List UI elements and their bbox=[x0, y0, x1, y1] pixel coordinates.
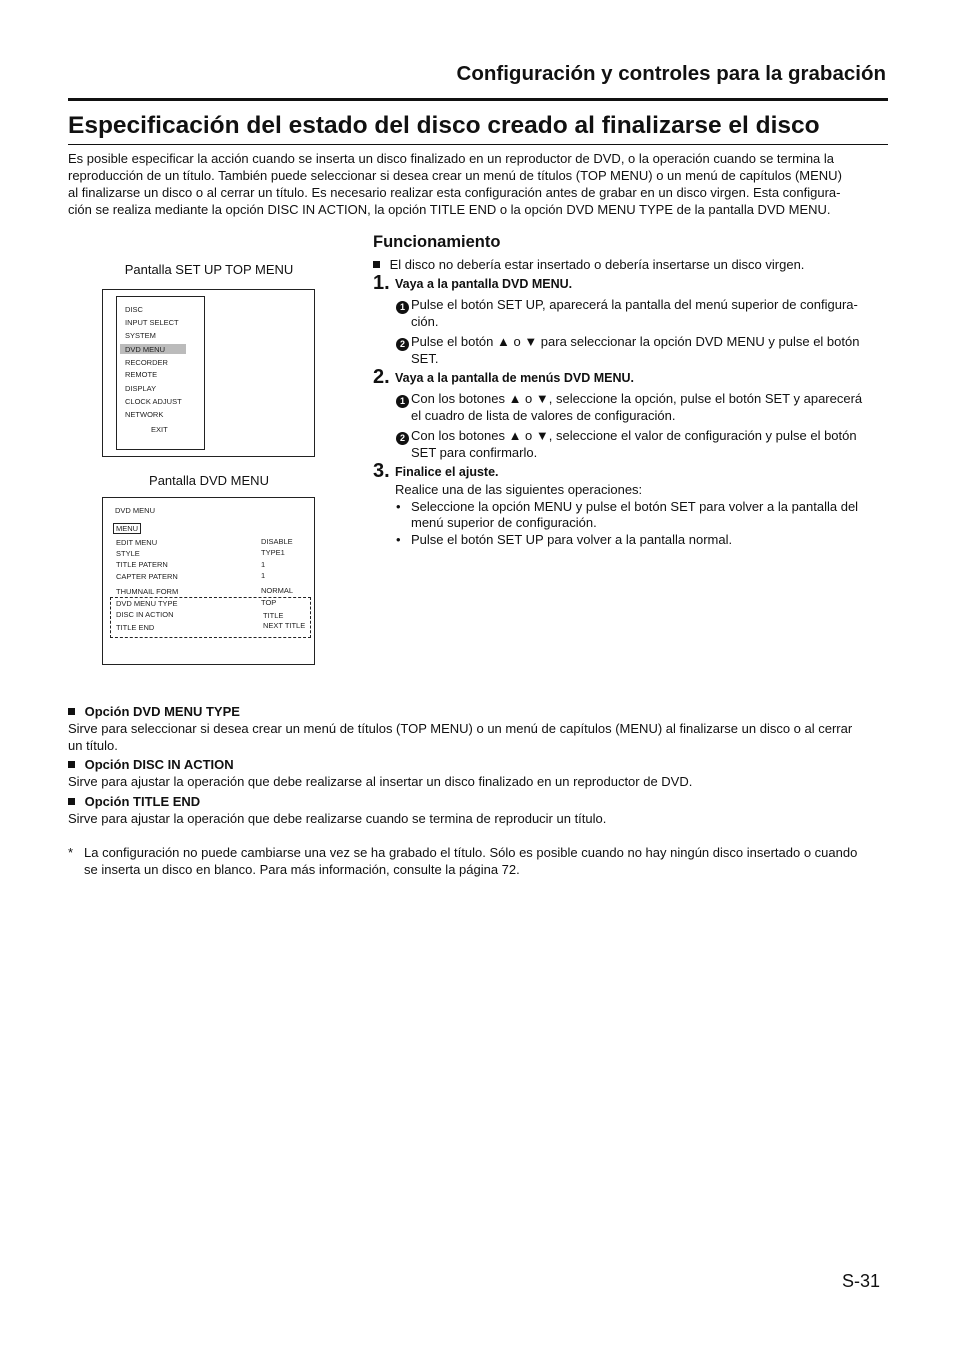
step3-bullet1-line: Seleccione la opción MENU y pulse el botón SET para volver a la pantalla del bbox=[411, 499, 859, 514]
option-title-end-title bbox=[68, 793, 200, 810]
intro-paragraph bbox=[68, 150, 886, 218]
footnote-line: La configuración no puede cambiarse una vez se ha grabado el título. Sólo es posible cuando no hay ningún disco insertado o cuando bbox=[84, 845, 858, 860]
step2-title: Vaya a la pantalla de menús DVD MENU. bbox=[395, 371, 634, 385]
square-bullet-icon bbox=[373, 261, 380, 268]
footnote-mark: * bbox=[68, 845, 74, 860]
setting-label: THUMNAIL FORM bbox=[116, 587, 179, 596]
step2-sub1-line: el cuadro de lista de valores de configuración. bbox=[411, 408, 676, 423]
step1-sub2-line: Pulse el botón ▲ o ▼ para seleccionar la opción DVD MENU y pulse el botón bbox=[411, 334, 860, 349]
setting-label: TITLE END bbox=[116, 623, 155, 632]
option-title-end-line: Sirve para ajustar la operación que debe realizarse cuando se termina de reproducir un título. bbox=[68, 811, 607, 826]
footnote-line: se inserta un disco en blanco. Para más información, consulte la página 72. bbox=[84, 862, 520, 877]
circle-2-icon: 2 bbox=[396, 427, 409, 445]
setup-menu-list bbox=[116, 296, 205, 450]
menu-item: CLOCK ADJUST bbox=[125, 397, 182, 406]
intro-line: al finalizarse un disco o al cerrar un título. Es necesario realizar esta configuración antes de grabar en un disco virgen. Esta configura- bbox=[68, 185, 841, 200]
square-bullet-icon bbox=[68, 761, 75, 768]
header-rule bbox=[68, 98, 888, 101]
step3-title: Finalice el ajuste. bbox=[395, 465, 499, 479]
bullet-dot: • bbox=[396, 532, 401, 547]
title-rule bbox=[68, 144, 888, 145]
menu-item: REMOTE bbox=[125, 370, 158, 379]
square-bullet-icon bbox=[68, 798, 75, 805]
setting-value: DISABLE bbox=[261, 537, 293, 546]
option-title-text: Opción DISC IN ACTION bbox=[84, 757, 234, 772]
option-disc-in-action-title bbox=[68, 756, 234, 773]
setting-label: TITLE PATERN bbox=[116, 560, 168, 569]
square-bullet-icon bbox=[68, 708, 75, 715]
step1-sub1-line: Pulse el botón SET UP, aparecerá la pantalla del menú superior de configura- bbox=[411, 297, 858, 312]
menu-item: DISPLAY bbox=[125, 384, 157, 393]
exit-item: EXIT bbox=[151, 425, 168, 434]
option-dvd-menu-type-line: Sirve para seleccionar si desea crear un menú de títulos (TOP MENU) o un menú de capítulos (MENU) al finalizarse un disco o al cerrar bbox=[68, 721, 853, 736]
step1-title: Vaya a la pantalla DVD MENU. bbox=[395, 277, 573, 291]
intro-line: ción se realiza mediante la opción DISC IN ACTION, la opción TITLE END o la opción DVD MENU TYPE de la pantalla DVD MENU. bbox=[68, 202, 831, 217]
menu-item: DISC bbox=[125, 305, 143, 314]
setting-value: 1 bbox=[261, 560, 266, 569]
menu-item: SYSTEM bbox=[125, 331, 156, 340]
setting-value: TYPE1 bbox=[261, 548, 285, 557]
setting-value: TOP bbox=[261, 598, 277, 607]
option-title-text: Opción DVD MENU TYPE bbox=[84, 704, 240, 719]
menu-item: RECORDER bbox=[125, 358, 168, 367]
menu-item: INPUT SELECT bbox=[125, 318, 179, 327]
step1-sub2-line: SET. bbox=[411, 351, 439, 366]
page-number: S-31 bbox=[842, 1271, 881, 1291]
figure2-caption: Pantalla DVD MENU bbox=[149, 473, 269, 488]
setting-label: CAPTER PATERN bbox=[116, 572, 178, 581]
bullet-dot: • bbox=[396, 499, 401, 514]
highlighted-options-box bbox=[110, 597, 311, 638]
setting-label: DVD MENU TYPE bbox=[116, 599, 178, 608]
setting-value: 1 bbox=[261, 571, 266, 580]
step2-sub2-line: SET para confirmarlo. bbox=[411, 445, 538, 460]
intro-line: Es posible especificar la acción cuando se inserta un disco finalizado en un reproductor de DVD, o la operación cuando se termina la bbox=[68, 151, 835, 166]
step3-bullet1-line: menú superior de configuración. bbox=[411, 515, 597, 530]
step3-number: 3. bbox=[373, 460, 390, 482]
step2-sub1-line: Con los botones ▲ o ▼, seleccione la opción, pulse el botón SET y aparecerá bbox=[411, 391, 863, 406]
step3-intro: Realice una de las siguientes operaciones: bbox=[395, 482, 643, 497]
menu-tab: MENU bbox=[113, 523, 141, 534]
figure1-caption: Pantalla SET UP TOP MENU bbox=[124, 262, 294, 277]
step2-sub2-line: Con los botones ▲ o ▼, seleccione el valor de configuración y pulse el botón bbox=[411, 428, 857, 443]
circle-1-icon: 1 bbox=[396, 296, 409, 314]
setting-label: EDIT MENU bbox=[116, 538, 158, 547]
step2-number: 2. bbox=[373, 366, 390, 388]
menu-item-selected: DVD MENU bbox=[125, 345, 166, 354]
setup-menu-screen bbox=[102, 289, 315, 457]
section-header: Configuración y controles para la grabación bbox=[456, 62, 886, 85]
option-dvd-menu-type-title bbox=[68, 703, 240, 720]
circle-1-icon: 1 bbox=[396, 390, 409, 408]
intro-line: reproducción de un título. También puede seleccionar si desea crear un menú de títulos (TOP MENU) o un menú de capítulos (MENU) bbox=[68, 168, 842, 183]
funcionamiento-heading: Funcionamiento bbox=[373, 233, 501, 251]
note-text: El disco no debería estar insertado o debería insertarse un disco virgen. bbox=[389, 257, 805, 272]
menu-item: NETWORK bbox=[125, 410, 164, 419]
step3-bullet2: Pulse el botón SET UP para volver a la pantalla normal. bbox=[411, 532, 733, 547]
step1-number: 1. bbox=[373, 272, 390, 294]
option-title-text: Opción TITLE END bbox=[84, 794, 201, 809]
setting-value: NEXT TITLE bbox=[263, 621, 306, 630]
step1-sub1-line: ción. bbox=[411, 314, 439, 329]
setting-value: TITLE bbox=[263, 611, 284, 620]
setting-label: STYLE bbox=[116, 549, 140, 558]
precondition-note bbox=[373, 256, 804, 273]
option-dvd-menu-type-line: un título. bbox=[68, 738, 118, 753]
setting-label: DISC IN ACTION bbox=[116, 610, 174, 619]
dvd-menu-title: DVD MENU bbox=[115, 506, 156, 515]
circle-2-icon: 2 bbox=[396, 333, 409, 351]
page-title: Especificación del estado del disco creado al finalizarse el disco bbox=[68, 112, 820, 139]
dvd-menu-screen bbox=[102, 497, 315, 665]
setting-value: NORMAL bbox=[261, 586, 294, 595]
option-disc-in-action-line: Sirve para ajustar la operación que debe realizarse al insertar un disco finalizado en un reproductor de DVD. bbox=[68, 774, 693, 789]
